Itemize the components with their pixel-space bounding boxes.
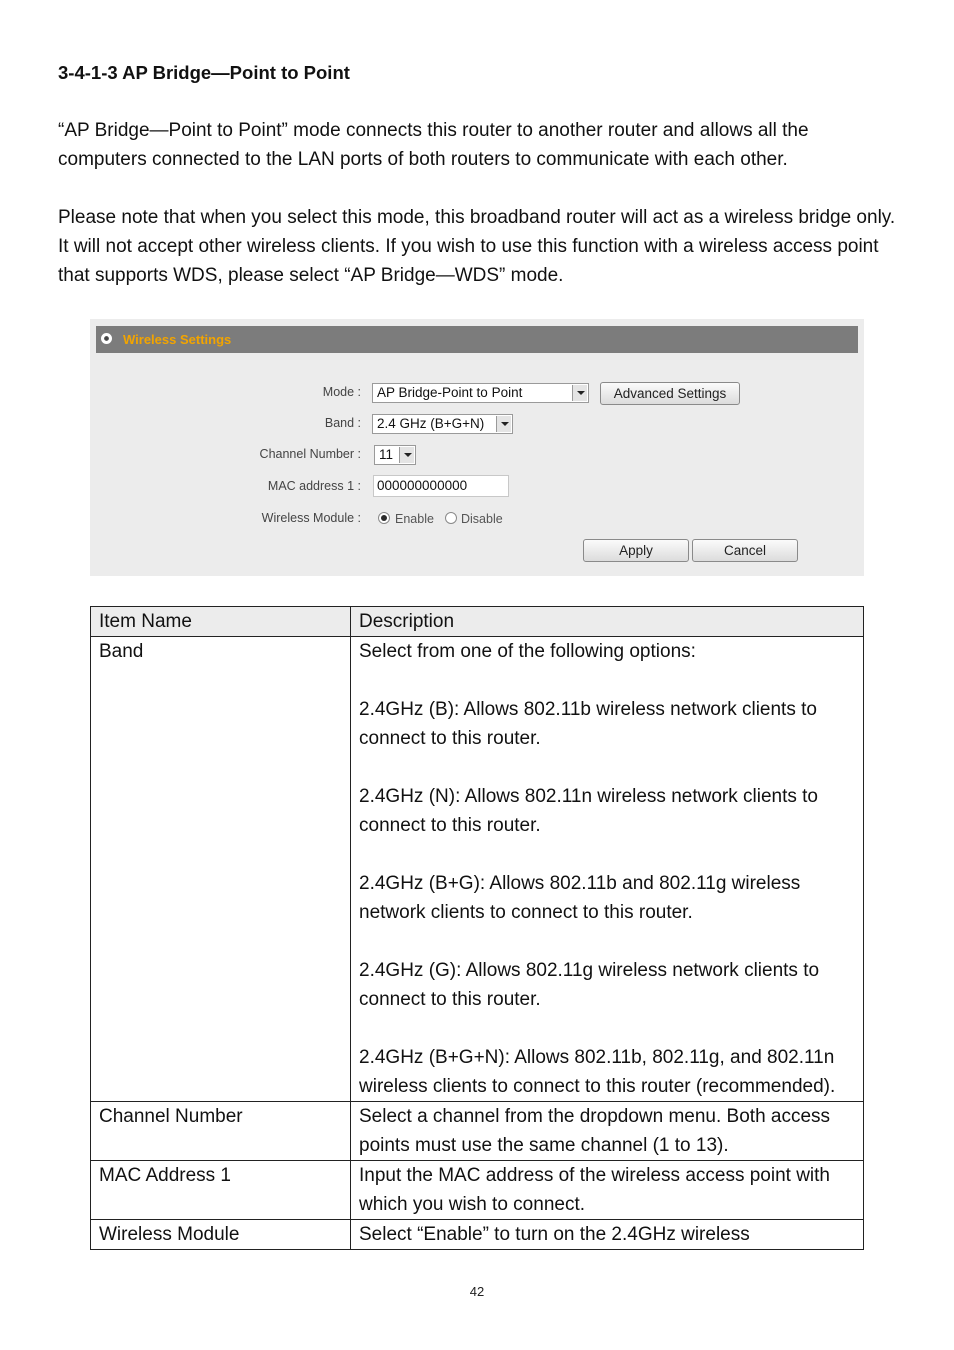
enable-radio[interactable] [378,512,390,524]
bullet-icon [101,333,112,344]
table-header-row [91,607,864,637]
band-option: 2.4GHz (N): Allows 802.11n wireless network clients to connect to this router. [359,786,818,836]
mac-address-label: MAC address 1 : [267,479,361,493]
item-description: Select a channel from the dropdown menu. Both access points must use the same channel (1 to 13). [351,1102,864,1161]
page-number: 42 [469,1284,485,1299]
note-paragraph: Please note that when you select this mode, this broadband router will act as a wireless bridge only. It will not accept other wireless clients. If you wish to use this function with a wireless access point that supports WDS, please select “AP Bridge—WDS” mode. [58,207,896,286]
mode-select[interactable] [372,383,589,403]
band-value: 2.4 GHz (B+G+N) [377,416,485,431]
wireless-module-label: Wireless Module : [261,511,361,525]
band-label: Band : [324,416,361,430]
channel-select[interactable] [374,445,416,465]
enable-radio-label: Enable [395,512,434,526]
table-row [91,637,864,1102]
item-description: Input the MAC address of the wireless access point with which you wish to connect. [351,1161,864,1220]
dropdown-arrow-icon [496,416,511,432]
apply-button[interactable]: Apply [583,539,689,562]
wireless-settings-screenshot [90,319,864,576]
item-name: Channel Number [91,1102,351,1161]
mode-value: AP Bridge-Point to Point [377,385,523,400]
item-name: Band [91,637,351,1102]
item-description: Select “Enable” to turn on the 2.4GHz wireless [351,1220,864,1250]
column-header: Description [351,607,864,637]
panel-title: Wireless Settings [123,332,232,347]
item-name: Wireless Module [91,1220,351,1250]
item-name: MAC Address 1 [91,1161,351,1220]
item-description-table [90,606,864,1250]
table-row [91,1161,864,1220]
table-row [91,1220,864,1250]
column-header: Item Name [91,607,351,637]
channel-number-label: Channel Number : [259,447,361,461]
section-heading: 3-4-1-3 AP Bridge—Point to Point [58,62,350,83]
band-option: 2.4GHz (B+G): Allows 802.11b and 802.11g wireless network clients to connect to this router. [359,873,801,923]
band-option: 2.4GHz (G): Allows 802.11g wireless network clients to connect to this router. [359,960,820,1010]
cancel-button[interactable]: Cancel [692,539,798,562]
band-option: 2.4GHz (B+G+N): Allows 802.11b, 802.11g, and 802.11n wireless clients to connect to this router (recommended). [359,1047,836,1097]
table-row [91,1102,864,1161]
intro-paragraph: “AP Bridge—Point to Point” mode connects this router to another router and allows all the computers connected to the LAN ports of both routers to communicate with each other. [58,120,809,170]
mode-label: Mode : [322,385,361,399]
band-option: 2.4GHz (B): Allows 802.11b wireless network clients to connect to this router. [359,699,817,749]
mac-address-input[interactable]: 000000000000 [373,475,509,497]
description-text: Select from one of the following options: [359,641,696,662]
dropdown-arrow-icon [399,447,414,463]
channel-value: 11 [379,447,394,462]
disable-radio-label: Disable [461,512,503,526]
advanced-settings-button[interactable]: Advanced Settings [600,382,740,405]
dropdown-arrow-icon [572,385,587,401]
panel-title-bar [96,326,858,353]
item-description [351,637,864,1102]
band-select[interactable] [372,414,513,434]
disable-radio[interactable] [445,512,457,524]
